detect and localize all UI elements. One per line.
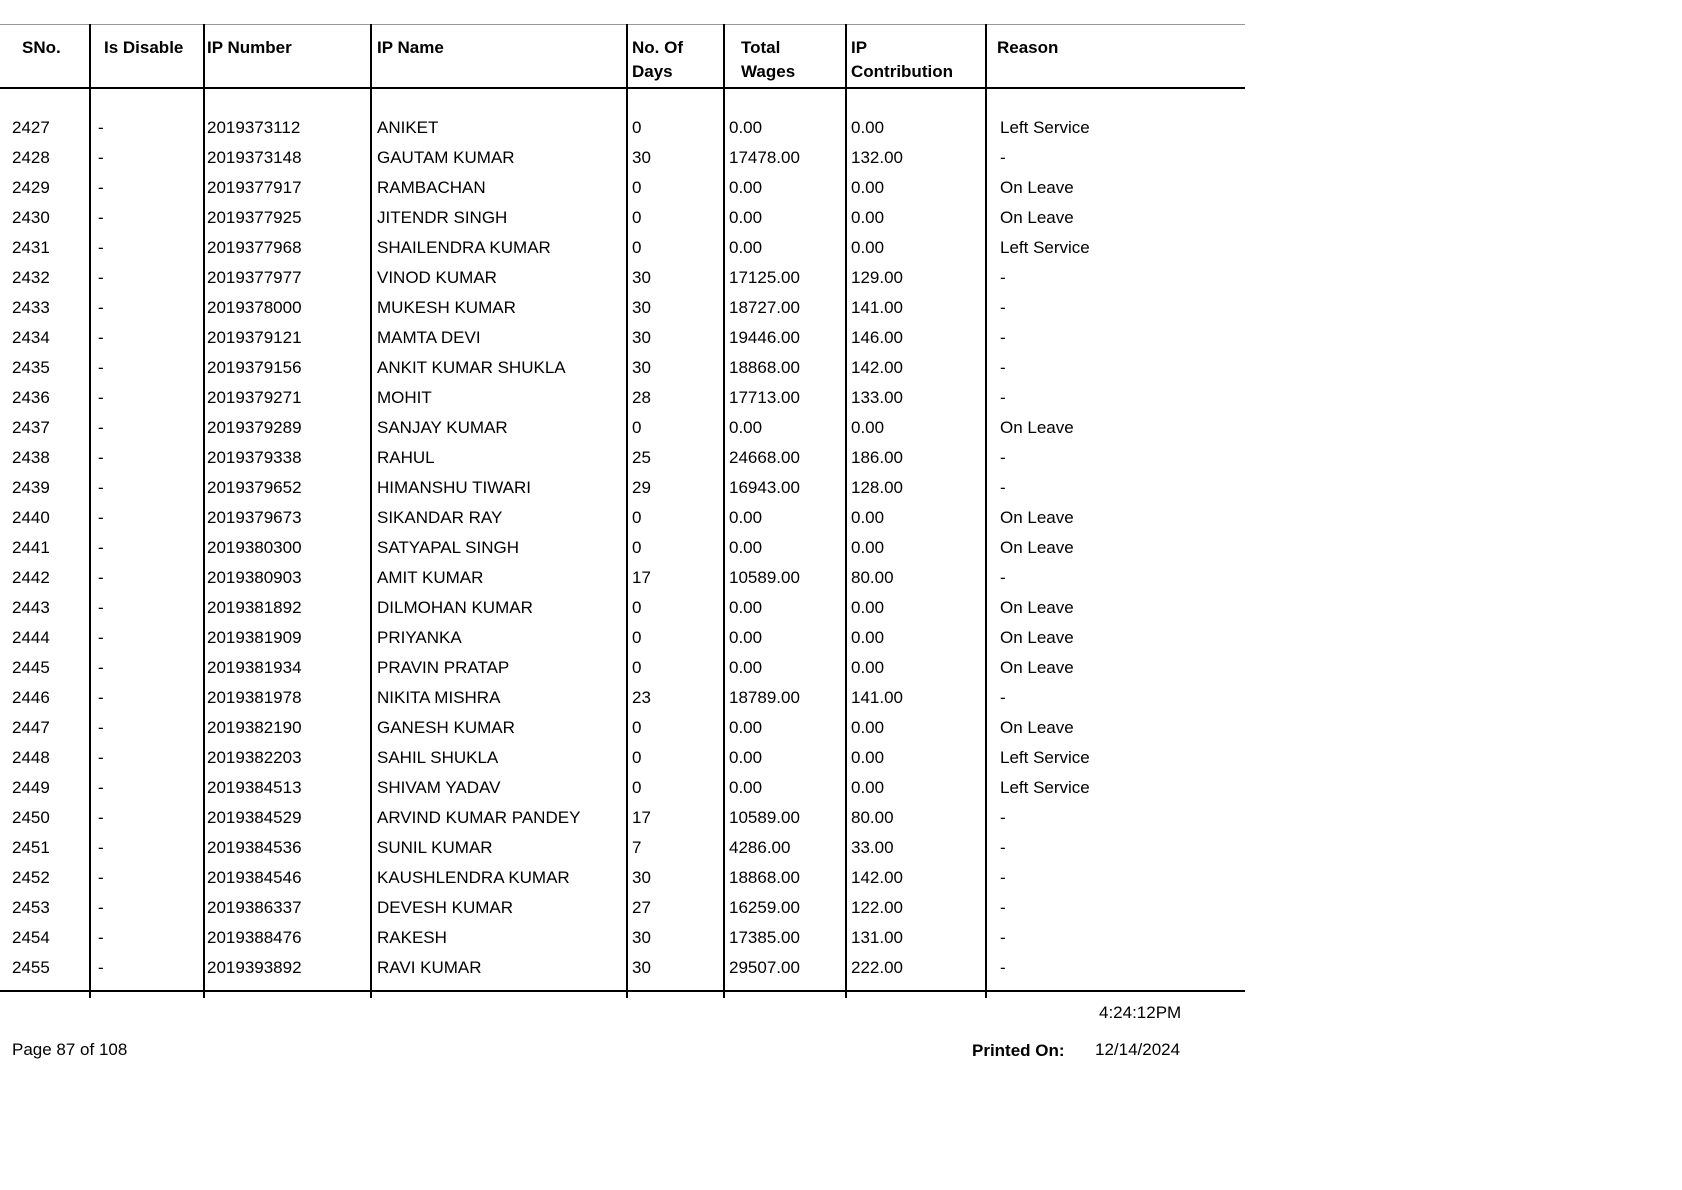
cell-contribution: 0.00: [851, 118, 885, 137]
cell-ip-number: 2019377925: [207, 208, 302, 227]
cell-days: 27: [632, 898, 651, 917]
cell-ip-number: 2019379156: [207, 358, 302, 377]
cell-contribution: 146.00: [851, 328, 903, 347]
cell-days: 0: [632, 748, 642, 767]
cell-wages: 10589.00: [729, 808, 800, 827]
header-no-of-days: No. Of Days: [632, 38, 683, 81]
cell-days: 29: [632, 478, 651, 497]
cell-ip-name: PRIYANKA: [377, 628, 462, 647]
table-row: [0, 683, 1245, 713]
cell-ip-number: 2019380300: [207, 538, 302, 557]
cell-ip-number: 2019381978: [207, 688, 302, 707]
table-row: [0, 113, 1245, 143]
cell-sno: 2442: [12, 568, 50, 587]
cell-sno: 2447: [12, 718, 50, 737]
cell-ip-number: 2019384513: [207, 778, 302, 797]
table-row: [0, 413, 1245, 443]
cell-ip-name: RAMBACHAN: [377, 178, 486, 197]
printed-time: 4:24:12PM: [1099, 1003, 1182, 1022]
cell-reason: -: [1000, 358, 1006, 377]
cell-ip-number: 2019381909: [207, 628, 302, 647]
cell-contribution: 0.00: [851, 778, 885, 797]
cell-sno: 2446: [12, 688, 50, 707]
table-row: [0, 653, 1245, 683]
cell-is-disable: -: [98, 898, 104, 917]
cell-is-disable: -: [98, 628, 104, 647]
cell-ip-name: GAUTAM KUMAR: [377, 148, 515, 167]
cell-days: 30: [632, 928, 651, 947]
cell-ip-name: MOHIT: [377, 388, 432, 407]
cell-reason: -: [1000, 388, 1006, 407]
cell-reason: On Leave: [1000, 418, 1074, 437]
cell-is-disable: -: [98, 928, 104, 947]
cell-ip-name: SUNIL KUMAR: [377, 838, 493, 857]
cell-reason: On Leave: [1000, 628, 1074, 647]
cell-ip-number: 2019382190: [207, 718, 302, 737]
cell-sno: 2454: [12, 928, 50, 947]
cell-is-disable: -: [98, 208, 104, 227]
cell-ip-name: SAHIL SHUKLA: [377, 748, 499, 767]
cell-sno: 2429: [12, 178, 50, 197]
table-row: [0, 383, 1245, 413]
cell-contribution: 122.00: [851, 898, 903, 917]
cell-reason: On Leave: [1000, 538, 1074, 557]
cell-wages: 0.00: [729, 538, 763, 557]
cell-wages: 17713.00: [729, 388, 800, 407]
cell-wages: 10589.00: [729, 568, 800, 587]
table-body: [0, 89, 1245, 992]
cell-contribution: 222.00: [851, 958, 903, 977]
cell-ip-name: MAMTA DEVI: [377, 328, 481, 347]
cell-is-disable: -: [98, 718, 104, 737]
cell-sno: 2443: [12, 598, 50, 617]
cell-days: 0: [632, 598, 642, 617]
column-divider: [203, 24, 205, 998]
cell-contribution: 129.00: [851, 268, 903, 287]
cell-reason: Left Service: [1000, 778, 1090, 797]
table-row: [0, 443, 1245, 473]
header-sno: SNo.: [22, 38, 61, 57]
header-is-disable: Is Disable: [104, 38, 184, 57]
table-row: [0, 503, 1245, 533]
cell-is-disable: -: [98, 358, 104, 377]
cell-wages: 0.00: [729, 178, 763, 197]
cell-reason: On Leave: [1000, 718, 1074, 737]
cell-ip-number: 2019386337: [207, 898, 302, 917]
cell-sno: 2439: [12, 478, 50, 497]
table-row: [0, 563, 1245, 593]
cell-is-disable: -: [98, 388, 104, 407]
cell-is-disable: -: [98, 298, 104, 317]
cell-contribution: 141.00: [851, 298, 903, 317]
table-row: [0, 173, 1245, 203]
cell-wages: 18868.00: [729, 358, 800, 377]
table-row: [0, 623, 1245, 653]
cell-wages: 0.00: [729, 238, 763, 257]
cell-ip-number: 2019393892: [207, 958, 302, 977]
cell-ip-number: 2019377917: [207, 178, 302, 197]
cell-wages: 29507.00: [729, 958, 800, 977]
cell-reason: -: [1000, 148, 1006, 167]
cell-contribution: 0.00: [851, 628, 885, 647]
table-row: [0, 713, 1245, 743]
cell-sno: 2448: [12, 748, 50, 767]
header-ip-number: IP Number: [207, 38, 292, 57]
table-row: [0, 143, 1245, 173]
cell-is-disable: -: [98, 868, 104, 887]
cell-sno: 2431: [12, 238, 50, 257]
cell-wages: 0.00: [729, 118, 763, 137]
cell-wages: 16943.00: [729, 478, 800, 497]
cell-sno: 2433: [12, 298, 50, 317]
cell-reason: -: [1000, 868, 1006, 887]
cell-wages: 17478.00: [729, 148, 800, 167]
cell-reason: -: [1000, 958, 1006, 977]
column-divider: [370, 24, 372, 998]
table-row: [0, 263, 1245, 293]
cell-wages: 0.00: [729, 778, 763, 797]
cell-sno: 2445: [12, 658, 50, 677]
cell-wages: 18868.00: [729, 868, 800, 887]
cell-wages: 16259.00: [729, 898, 800, 917]
cell-sno: 2428: [12, 148, 50, 167]
cell-wages: 17125.00: [729, 268, 800, 287]
cell-ip-number: 2019373148: [207, 148, 302, 167]
cell-contribution: 80.00: [851, 808, 894, 827]
cell-days: 0: [632, 238, 642, 257]
cell-sno: 2435: [12, 358, 50, 377]
cell-reason: -: [1000, 838, 1006, 857]
cell-contribution: 132.00: [851, 148, 903, 167]
cell-sno: 2436: [12, 388, 50, 407]
cell-wages: 0.00: [729, 418, 763, 437]
cell-wages: 0.00: [729, 718, 763, 737]
cell-is-disable: -: [98, 598, 104, 617]
cell-contribution: 141.00: [851, 688, 903, 707]
column-divider: [626, 24, 628, 998]
cell-wages: 18727.00: [729, 298, 800, 317]
cell-is-disable: -: [98, 568, 104, 587]
cell-days: 0: [632, 658, 642, 677]
cell-contribution: 0.00: [851, 418, 885, 437]
table-header: [0, 24, 1245, 89]
cell-sno: 2449: [12, 778, 50, 797]
cell-sno: 2440: [12, 508, 50, 527]
table-row: [0, 773, 1245, 803]
cell-ip-name: DEVESH KUMAR: [377, 898, 514, 917]
cell-ip-number: 2019379289: [207, 418, 302, 437]
cell-ip-number: 2019379271: [207, 388, 302, 407]
cell-reason: Left Service: [1000, 748, 1090, 767]
cell-ip-number: 2019373112: [207, 118, 301, 137]
cell-ip-number: 2019380903: [207, 568, 302, 587]
cell-contribution: 142.00: [851, 868, 903, 887]
cell-ip-number: 2019379673: [207, 508, 302, 527]
table-row: [0, 473, 1245, 503]
cell-days: 28: [632, 388, 651, 407]
cell-sno: 2453: [12, 898, 50, 917]
cell-is-disable: -: [98, 778, 104, 797]
cell-wages: 19446.00: [729, 328, 800, 347]
cell-ip-number: 2019378000: [207, 298, 302, 317]
cell-days: 23: [632, 688, 651, 707]
cell-sno: 2455: [12, 958, 50, 977]
column-divider: [845, 24, 847, 998]
cell-reason: -: [1000, 328, 1006, 347]
printed-date: 12/14/2024: [1095, 1040, 1181, 1059]
cell-is-disable: -: [98, 508, 104, 527]
cell-reason: On Leave: [1000, 658, 1074, 677]
cell-is-disable: -: [98, 658, 104, 677]
cell-ip-name: PRAVIN PRATAP: [377, 658, 510, 677]
cell-ip-name: SHIVAM YADAV: [377, 778, 501, 797]
cell-reason: -: [1000, 898, 1006, 917]
cell-sno: 2452: [12, 868, 50, 887]
cell-is-disable: -: [98, 808, 104, 827]
cell-days: 30: [632, 268, 651, 287]
table-row: [0, 743, 1245, 773]
cell-days: 0: [632, 208, 642, 227]
cell-contribution: 0.00: [851, 208, 885, 227]
cell-days: 0: [632, 418, 642, 437]
cell-contribution: 0.00: [851, 658, 885, 677]
table-row: [0, 893, 1245, 923]
cell-wages: 4286.00: [729, 838, 791, 857]
cell-days: 30: [632, 868, 651, 887]
cell-contribution: 0.00: [851, 718, 885, 737]
cell-reason: -: [1000, 688, 1006, 707]
cell-is-disable: -: [98, 118, 104, 137]
cell-reason: On Leave: [1000, 208, 1074, 227]
cell-reason: On Leave: [1000, 508, 1074, 527]
cell-wages: 18789.00: [729, 688, 800, 707]
cell-wages: 0.00: [729, 628, 763, 647]
cell-sno: 2444: [12, 628, 50, 647]
cell-sno: 2437: [12, 418, 50, 437]
cell-contribution: 142.00: [851, 358, 903, 377]
table-row: [0, 203, 1245, 233]
column-divider: [723, 24, 725, 998]
cell-ip-number: 2019388476: [207, 928, 302, 947]
cell-contribution: 0.00: [851, 538, 885, 557]
printed-on-label: Printed On:: [972, 1041, 1065, 1060]
cell-contribution: 33.00: [851, 838, 894, 857]
cell-ip-number: 2019379121: [207, 328, 302, 347]
cell-ip-name: KAUSHLENDRA KUMAR: [377, 868, 570, 887]
cell-wages: 17385.00: [729, 928, 800, 947]
cell-days: 0: [632, 718, 642, 737]
cell-ip-name: GANESH KUMAR: [377, 718, 515, 737]
table-row: [0, 953, 1245, 983]
cell-wages: 0.00: [729, 598, 763, 617]
header-reason: Reason: [997, 38, 1059, 57]
cell-contribution: 0.00: [851, 238, 885, 257]
cell-days: 0: [632, 538, 642, 557]
cell-is-disable: -: [98, 538, 104, 557]
cell-is-disable: -: [98, 688, 104, 707]
cell-contribution: 128.00: [851, 478, 903, 497]
cell-days: 30: [632, 358, 651, 377]
cell-reason: -: [1000, 808, 1006, 827]
cell-is-disable: -: [98, 418, 104, 437]
cell-ip-number: 2019379338: [207, 448, 302, 467]
cell-ip-name: AMIT KUMAR: [377, 568, 484, 587]
cell-sno: 2432: [12, 268, 50, 287]
cell-wages: 0.00: [729, 508, 763, 527]
cell-wages: 0.00: [729, 208, 763, 227]
cell-is-disable: -: [98, 238, 104, 257]
cell-contribution: 80.00: [851, 568, 894, 587]
cell-days: 30: [632, 328, 651, 347]
cell-days: 0: [632, 628, 642, 647]
cell-ip-number: 2019382203: [207, 748, 302, 767]
cell-days: 0: [632, 118, 642, 137]
cell-ip-name: SATYAPAL SINGH: [377, 538, 520, 557]
cell-days: 30: [632, 148, 651, 167]
cell-sno: 2450: [12, 808, 50, 827]
cell-is-disable: -: [98, 838, 104, 857]
cell-ip-name: ARVIND KUMAR PANDEY: [377, 808, 581, 827]
cell-ip-number: 2019381934: [207, 658, 302, 677]
table-row: [0, 803, 1245, 833]
cell-ip-name: SHAILENDRA KUMAR: [377, 238, 551, 257]
cell-ip-name: RAHUL: [377, 448, 435, 467]
cell-sno: 2451: [12, 838, 50, 857]
header-ip-contribution: IP Contribution: [851, 38, 953, 81]
cell-reason: -: [1000, 478, 1006, 497]
cell-days: 30: [632, 298, 651, 317]
cell-is-disable: -: [98, 748, 104, 767]
cell-reason: -: [1000, 268, 1006, 287]
table-row: [0, 233, 1245, 263]
cell-days: 0: [632, 178, 642, 197]
cell-days: 0: [632, 778, 642, 797]
cell-ip-name: ANKIT KUMAR SHUKLA: [377, 358, 566, 377]
table-row: [0, 323, 1245, 353]
cell-wages: 0.00: [729, 658, 763, 677]
cell-ip-name: RAVI KUMAR: [377, 958, 482, 977]
header-total-wages: Total Wages: [741, 38, 796, 81]
column-divider: [985, 24, 987, 998]
cell-sno: 2438: [12, 448, 50, 467]
cell-sno: 2430: [12, 208, 50, 227]
cell-reason: On Leave: [1000, 178, 1074, 197]
cell-ip-name: ANIKET: [377, 118, 439, 137]
cell-ip-name: JITENDR SINGH: [377, 208, 508, 227]
cell-contribution: 131.00: [851, 928, 903, 947]
table-bottom-rule: [0, 990, 1245, 992]
cell-ip-name: RAKESH: [377, 928, 447, 947]
cell-is-disable: -: [98, 958, 104, 977]
cell-ip-name: VINOD KUMAR: [377, 268, 497, 287]
cell-ip-number: 2019381892: [207, 598, 302, 617]
cell-ip-name: NIKITA MISHRA: [377, 688, 501, 707]
cell-days: 17: [632, 808, 651, 827]
cell-reason: -: [1000, 568, 1006, 587]
cell-contribution: 186.00: [851, 448, 903, 467]
table-row: [0, 353, 1245, 383]
table-row: [0, 923, 1245, 953]
cell-is-disable: -: [98, 178, 104, 197]
cell-ip-name: MUKESH KUMAR: [377, 298, 516, 317]
cell-contribution: 0.00: [851, 748, 885, 767]
cell-days: 7: [632, 838, 642, 857]
cell-ip-number: 2019384536: [207, 838, 302, 857]
cell-ip-number: 2019377977: [207, 268, 302, 287]
cell-days: 17: [632, 568, 651, 587]
cell-ip-number: 2019379652: [207, 478, 302, 497]
table-row: [0, 293, 1245, 323]
table-row: [0, 833, 1245, 863]
table-row: [0, 863, 1245, 893]
cell-contribution: 133.00: [851, 388, 903, 407]
cell-is-disable: -: [98, 448, 104, 467]
cell-days: 0: [632, 508, 642, 527]
cell-reason: Left Service: [1000, 238, 1090, 257]
cell-ip-number: 2019384529: [207, 808, 302, 827]
cell-ip-name: SANJAY KUMAR: [377, 418, 508, 437]
cell-reason: -: [1000, 298, 1006, 317]
cell-ip-number: 2019384546: [207, 868, 302, 887]
header-ip-name: IP Name: [377, 38, 444, 57]
cell-is-disable: -: [98, 268, 104, 287]
cell-contribution: 0.00: [851, 508, 885, 527]
cell-sno: 2427: [12, 118, 50, 137]
cell-sno: 2441: [12, 538, 50, 557]
cell-reason: On Leave: [1000, 598, 1074, 617]
cell-days: 25: [632, 448, 651, 467]
table-row: [0, 593, 1245, 623]
cell-reason: Left Service: [1000, 118, 1090, 137]
page-number: Page 87 of 108: [12, 1040, 128, 1059]
cell-wages: 0.00: [729, 748, 763, 767]
cell-ip-name: DILMOHAN KUMAR: [377, 598, 533, 617]
cell-is-disable: -: [98, 148, 104, 167]
cell-sno: 2434: [12, 328, 50, 347]
cell-contribution: 0.00: [851, 178, 885, 197]
table-row: [0, 533, 1245, 563]
cell-reason: -: [1000, 448, 1006, 467]
cell-ip-name: HIMANSHU TIWARI: [377, 478, 531, 497]
cell-days: 30: [632, 958, 651, 977]
cell-reason: -: [1000, 928, 1006, 947]
cell-contribution: 0.00: [851, 598, 885, 617]
cell-ip-number: 2019377968: [207, 238, 302, 257]
column-divider: [89, 24, 91, 998]
cell-ip-name: SIKANDAR RAY: [377, 508, 503, 527]
cell-is-disable: -: [98, 478, 104, 497]
cell-wages: 24668.00: [729, 448, 800, 467]
cell-is-disable: -: [98, 328, 104, 347]
